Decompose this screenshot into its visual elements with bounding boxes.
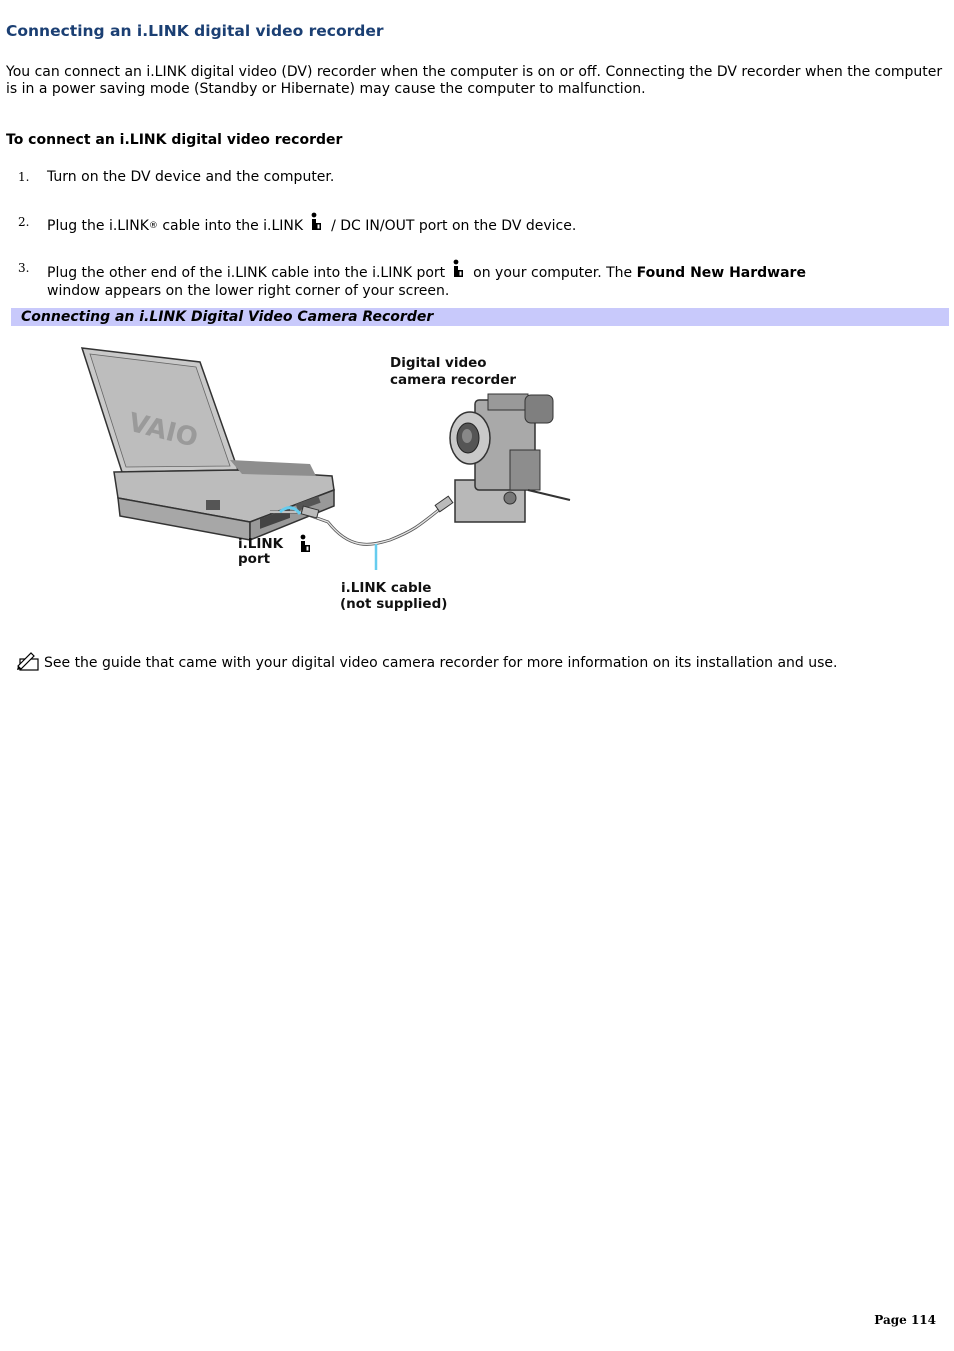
step-number: 2.	[18, 215, 30, 229]
camera-label-line2: camera recorder	[390, 372, 517, 388]
camera-label-line1: Digital video	[390, 355, 487, 371]
step-text-part: Plug the i.LINK	[47, 218, 149, 234]
cable-label-line1: i.LINK cable	[341, 580, 432, 596]
ilink-icon	[301, 535, 310, 552]
figure-caption-bar	[11, 308, 949, 326]
vaio-logo: VAIO	[125, 407, 201, 454]
page-number: Page 114	[874, 1313, 936, 1327]
procedure-heading: To connect an i.LINK digital video recorder	[6, 132, 343, 148]
step-text	[47, 259, 927, 300]
found-new-hardware-label: Found New Hardware	[636, 265, 806, 281]
step-text-part: / DC IN/OUT port on the DV device.	[331, 218, 577, 234]
step-text-part: window appears on the lower right corner of your screen.	[47, 283, 450, 299]
page-title: Connecting an i.LINK digital video recorder	[6, 22, 384, 40]
ilink-icon	[309, 212, 323, 232]
step-text-part: on your computer. The	[473, 265, 637, 281]
step-text	[47, 212, 927, 235]
registered-mark: ®	[148, 221, 158, 231]
step-number: 3.	[18, 261, 30, 275]
note-text: See the guide that came with your digital video camera recorder for more information on its installation and use.	[44, 655, 838, 671]
figure-caption: Connecting an i.LINK Digital Video Camera Recorder	[21, 309, 434, 325]
intro-paragraph: You can connect an i.LINK digital video (DV) recorder when the computer is on or off. Connecting the DV recorder when the computer is in a power saving mode (Standby or Hibernate) may cause the computer to malfunction.	[6, 64, 943, 97]
step-number: 1.	[18, 170, 30, 184]
step-text-part: Plug the other end of the i.LINK cable into the i.LINK port	[47, 265, 446, 281]
note-pencil-icon	[15, 650, 41, 672]
ilink-icon	[451, 259, 465, 279]
connection-illustration	[70, 340, 590, 620]
step-text-part: cable into the i.LINK	[157, 218, 304, 234]
step-text: Turn on the DV device and the computer.	[47, 169, 335, 185]
cable-label-line2: (not supplied)	[340, 596, 448, 612]
port-label-line1: i.LINK	[238, 536, 284, 552]
port-label-line2: port	[238, 551, 271, 567]
camera-illustration	[450, 394, 570, 522]
